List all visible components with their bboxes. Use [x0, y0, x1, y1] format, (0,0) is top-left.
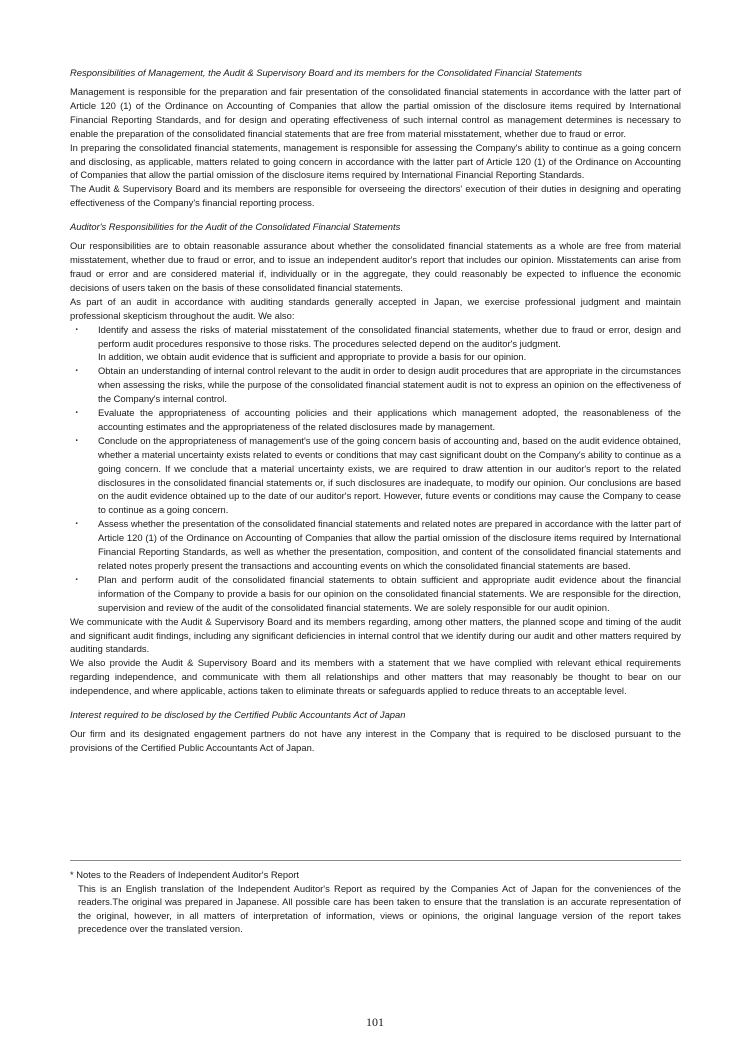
management-section — [70, 66, 681, 210]
list-item — [70, 573, 681, 615]
list-item — [70, 406, 681, 434]
bullet-marker: ・ — [72, 323, 82, 335]
list-item — [70, 434, 681, 517]
paragraph: We also provide the Audit & Supervisory Board and its members with a statement that we have complied with relevant ethical requirements regarding independence, and communicate with them all relationships and other matters that may reasonably be thought to bear on our independence, and where applicable, actions taken to eliminate threats or safeguards applied to reduce threats to an acceptable level. — [70, 657, 681, 697]
paragraph: The Audit & Supervisory Board and its members are responsible for overseeing the directors' execution of their duties in designing and operating effectiveness of the Company's financial reporting process. — [70, 183, 681, 209]
paragraph: We communicate with the Audit & Supervisory Board and its members regarding, among other matters, the planned scope and timing of the audit and significant audit findings, including any significant deficiencies in internal control that we identify during our audit and other matters required by auditing standards. — [70, 615, 681, 655]
notes-body: This is an English translation of the Independent Auditor's Report as required by the Companies Act of Japan for the conveniences of the readers.The original was prepared in Japanese. All possible care has been taken to ensure that the translation is an accurate representation of the original, however, in all matters of interpretation of information, views or opinions, the original language version of the report takes precedence over the translated version. — [78, 882, 681, 935]
paragraph: Management is responsible for the preparation and fair presentation of the consolidated financial statements in accordance with the latter part of Article 120 (1) of the Ordinance on Accounting of Companies that allow the partial omission of the disclosure items required by International Financial Reporting Standards, and for design and operating effectiveness of such internal control as management determines is necessary to enable the preparation of the consolidated financial statements that are free from material misstatement, whether due to fraud or error. — [70, 86, 681, 139]
bullet-marker: ・ — [72, 365, 82, 377]
auditor-section — [70, 220, 681, 698]
section-heading: Auditor's Responsibilities for the Audit of the Consolidated Financial Statements — [70, 221, 401, 233]
bullet-marker: ・ — [72, 407, 82, 419]
list-item-text: Plan and perform audit of the consolidated financial statements to obtain sufficient and appropriate audit evidence about the financial information of the Company to provide a basis for our opinion on the consolidated financial statements. We are responsible for the direction, supervision and review of the audit of the consolidated financial statements. We are solely responsible for our audit opinion. — [98, 573, 681, 613]
notes-title: * Notes to the Readers of Independent Auditor's Report — [70, 869, 300, 880]
list-item — [70, 323, 681, 365]
bullet-marker: ・ — [72, 573, 82, 585]
paragraph: Our responsibilities are to obtain reasonable assurance about whether the consolidated financial statements as a whole are free from material misstatement, whether due to fraud or error, and to issue an independent auditor's report that includes our opinion. Misstatements can arise from fraud or error and are considered material if, individually or in the aggregate, they could reasonably be expected to influence the economic decisions of users taken on the basis of these consolidated financial statements. — [70, 240, 681, 293]
list-item-text: Assess whether the presentation of the consolidated financial statements and related notes are prepared in accordance with the latter part of Article 120 (1) of the Ordinance on Accounting of Companies that allow the partial omission of the disclosure items required by International Financial Reporting Standards, as well as whether the presentation, composition, and content of the consolidated financial statements and related notes properly present the transactions and accounting events on which the consolidated financial statements are based. — [98, 518, 681, 571]
paragraph: Our firm and its designated engagement partners do not have any interest in the Company that is required to be disclosed pursuant to the provisions of the Certified Public Accountants Act of Japan. — [70, 728, 681, 753]
page-number: 101 — [366, 1015, 384, 1029]
section-heading: Responsibilities of Management, the Audit & Supervisory Board and its members for the Consolidated Financial Statements — [70, 67, 582, 78]
interest-section — [70, 708, 681, 755]
list-item-text: Obtain an understanding of internal control relevant to the audit in order to design audit procedures that are appropriate in the circumstances when assessing the risks, while the purpose of the consolidated financial statement audit is not to express an opinion on the effectiveness of the Company's internal control. — [98, 365, 681, 405]
list-item-text: In addition, we obtain audit evidence that is sufficient and appropriate to provide a basis for our opinion. — [98, 351, 527, 363]
bullet-marker: ・ — [72, 434, 82, 446]
paragraph: In preparing the consolidated financial statements, management is responsible for assessing the Company's ability to continue as a going concern and disclosing, as applicable, matters related to going concern in accordance with the latter part of Article 120 (1) of the Ordinance on Accounting of Companies that allow the partial omission of the disclosure items required by International Financial Reporting Standards. — [70, 141, 681, 181]
list-item — [70, 517, 681, 573]
list-item-text: Evaluate the appropriateness of accounting policies and their applications which management adopted, the reasonableness of the accounting estimates and the appropriateness of the related disclosures made by management. — [98, 407, 681, 432]
paragraph: As part of an audit in accordance with auditing standards generally accepted in Japan, we exercise professional judgment and maintain professional skepticism throughout the audit. We also: — [70, 295, 681, 321]
responsibility-list — [70, 323, 681, 615]
section-heading: Interest required to be disclosed by the Certified Public Accountants Act of Japan — [70, 709, 406, 721]
list-item-text: Identify and assess the risks of material misstatement of the consolidated financial statements, whether due to fraud or error, design and perform audit procedures responsive to those risks. The procedures selected depend on the auditor's judgment. — [98, 323, 681, 349]
list-item — [70, 364, 681, 406]
translator-notes — [70, 868, 681, 936]
divider — [70, 860, 681, 861]
list-item-text: Conclude on the appropriateness of management's use of the going concern basis of accounting and, based on the audit evidence obtained, whether a material uncertainty exists related to events or conditions that may cast significant doubt on the Company's ability to continue as a going concern. If we conclude that a material uncertainty exists, we are required to draw attention in our auditor's report to the related disclosures in the consolidated financial statements or, if such disclosures are inadequate, to modify our opinion. Our conclusions are based on the audit evidence obtained up to the date of our auditor's report. However, future events or conditions may cause the Company to cease to continue as a going concern. — [98, 434, 681, 516]
bullet-marker: ・ — [72, 518, 82, 530]
